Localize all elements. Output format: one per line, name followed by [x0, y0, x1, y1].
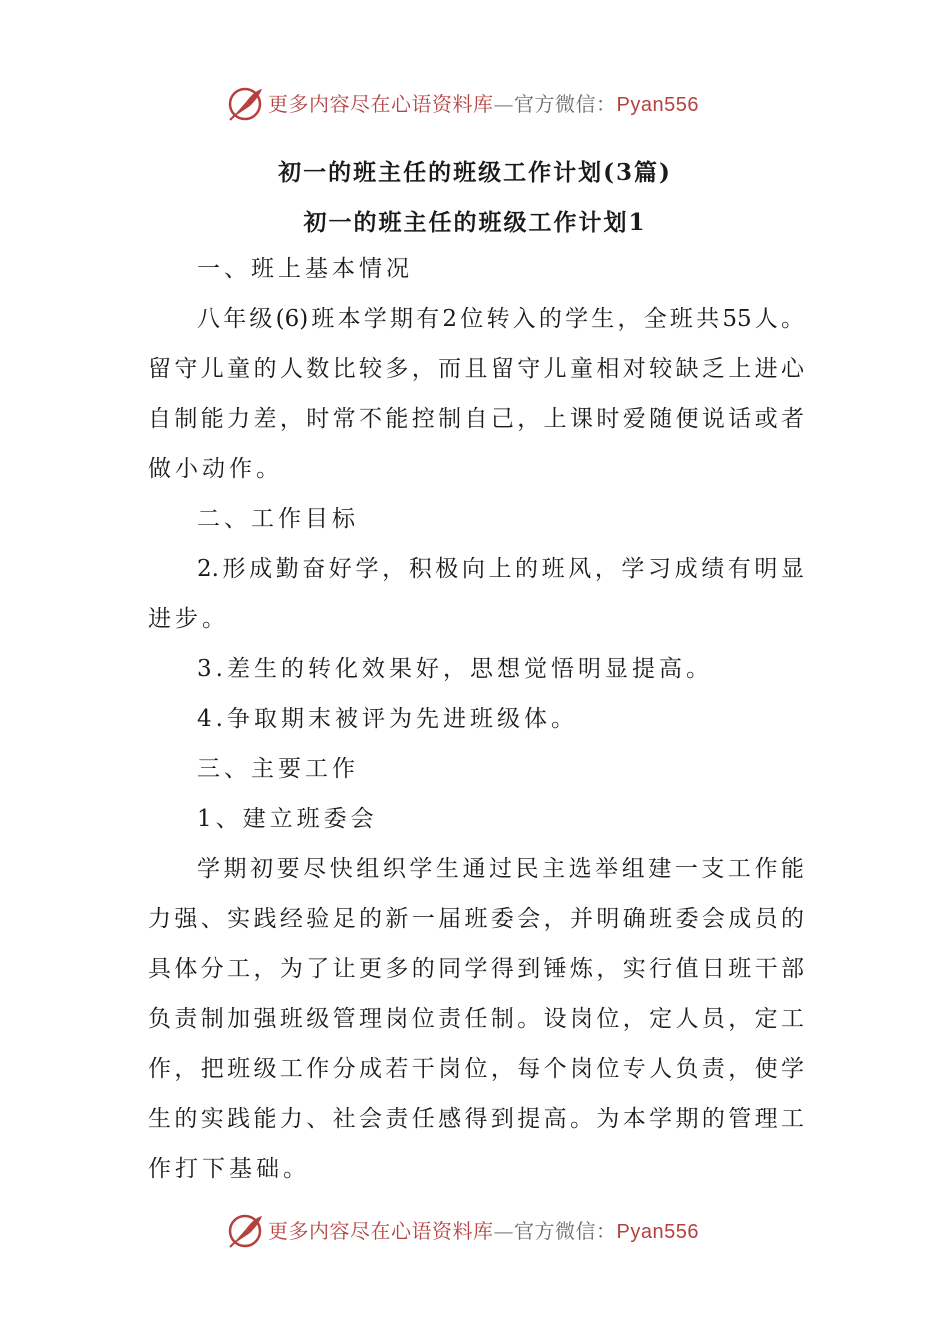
watermark-side: 官方微信：	[514, 1218, 617, 1243]
section-heading: 二、工作目标	[197, 506, 359, 532]
document-subtitle: 初一的班主任的班级工作计划1	[303, 209, 647, 236]
list-item-line: 4.争取期末被评为先进班级体。	[197, 706, 578, 732]
list-item-line: 进步。	[148, 606, 229, 632]
quill-pen-circle-icon	[226, 1212, 264, 1250]
watermark-text	[268, 1218, 699, 1243]
footer-watermark	[226, 1209, 746, 1253]
list-item-line: 2.形成勤奋好学，积极向上的班风，学习成绩有明显	[197, 556, 804, 582]
watermark-id: Pyan556	[616, 1220, 699, 1243]
header-watermark	[226, 82, 746, 126]
subsection-heading: 1、建立班委会	[197, 806, 378, 832]
paragraph-line: 学期初要尽快组织学生通过民主选举组建一支工作能	[197, 856, 804, 882]
paragraph-line: 自制能力差，时常不能控制自己，上课时爱随便说话或者	[148, 406, 804, 432]
watermark-main: 更多内容尽在心语资料库	[268, 91, 494, 116]
paragraph-line: 作，把班级工作分成若干岗位，每个岗位专人负责，使学	[148, 1056, 804, 1082]
list-item-line: 3.差生的转化效果好，思想觉悟明显提高。	[197, 656, 713, 682]
watermark-id: Pyan556	[616, 93, 699, 116]
paragraph-line: 负责制加强班级管理岗位责任制。设岗位，定人员，定工	[148, 1006, 804, 1032]
paragraph-line: 具体分工，为了让更多的同学得到锤炼，实行值日班干部	[148, 956, 804, 982]
paragraph-line: 生的实践能力、社会责任感得到提高。为本学期的管理工	[148, 1106, 804, 1132]
watermark-separator: —	[493, 1218, 514, 1243]
document-title: 初一的班主任的班级工作计划(3篇)	[278, 159, 672, 186]
paragraph-line: 力强、实践经验足的新一届班委会，并明确班委会成员的	[148, 906, 804, 932]
paragraph-line: 作打下基础。	[148, 1156, 310, 1182]
watermark-main: 更多内容尽在心语资料库	[268, 1218, 494, 1243]
section-heading: 一、班上基本情况	[197, 256, 413, 282]
paragraph-line: 留守儿童的人数比较多，而且留守儿童相对较缺乏上进心	[148, 356, 804, 382]
quill-pen-circle-icon	[226, 85, 264, 123]
watermark-separator: —	[493, 91, 514, 116]
watermark-text	[268, 91, 699, 116]
section-heading: 三、主要工作	[197, 756, 359, 782]
paragraph-line: 做小动作。	[148, 456, 283, 482]
paragraph-line: 八年级(6)班本学期有2位转入的学生，全班共55人。	[197, 306, 804, 332]
watermark-side: 官方微信：	[514, 91, 617, 116]
